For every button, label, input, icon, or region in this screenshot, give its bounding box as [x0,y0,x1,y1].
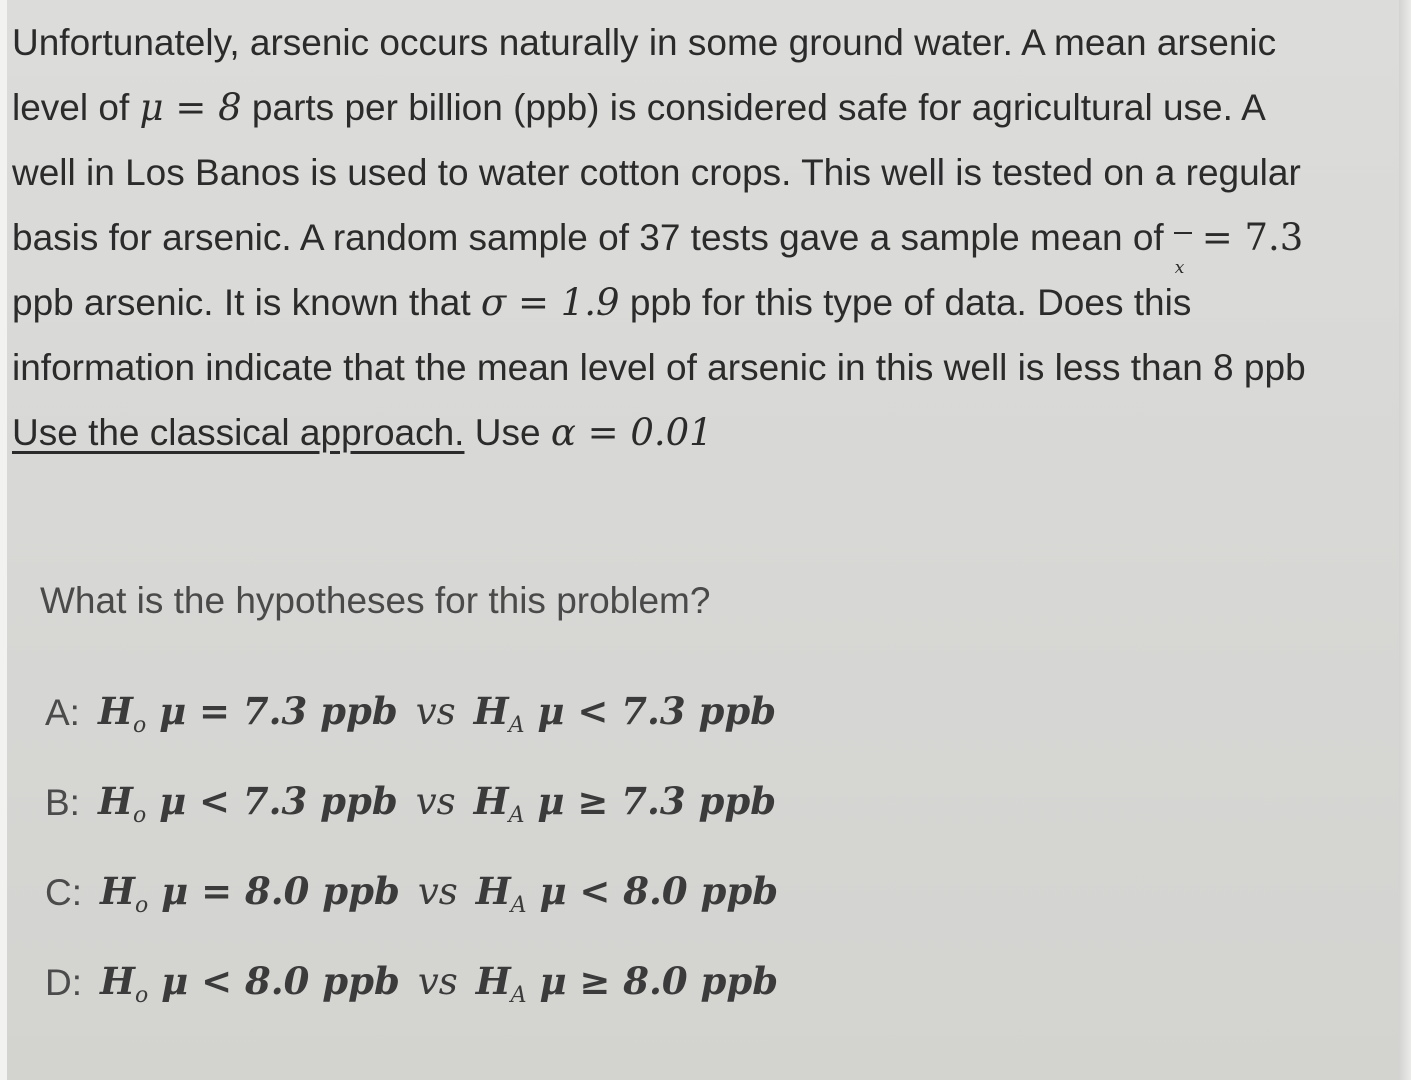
xbar-letter: x [1174,258,1185,278]
option-a[interactable] [45,668,778,758]
alt-hypothesis-symbol: H [475,868,511,913]
alt-hypothesis-symbol: H [475,958,511,1003]
alpha-value: α = 0.01 [550,411,713,454]
alt-subscript: A [508,802,525,828]
alt-hypothesis: μ ≥ 8.0 ppb [526,958,779,1003]
null-hypothesis-symbol: H [100,868,135,913]
option-b[interactable] [45,758,778,848]
question-line-1: Unfortunately, arsenic occurs naturally in some ground water. A mean arsenic [12,22,1277,63]
alt-subscript: A [510,982,527,1008]
hypotheses-prompt: What is the hypotheses for this problem? [40,580,711,621]
question-line-3: well in Los Banos is used to water cotton crops. This well is tested on a regular [12,152,1301,193]
null-hypothesis: μ = 8.0 ppb [148,868,400,913]
left-edge [0,0,7,1080]
option-label: A: [45,692,80,733]
null-hypothesis-symbol: H [97,778,133,823]
vs-text: vs [415,779,456,823]
null-hypothesis-symbol: H [100,958,135,1003]
option-label: B: [45,782,80,823]
option-expression [100,959,778,1008]
null-hypothesis: μ < 8.0 ppb [148,958,400,1003]
alt-hypothesis-symbol: H [473,688,509,733]
option-label: C: [45,872,82,913]
answer-options [45,668,778,1028]
option-c[interactable] [45,848,778,938]
option-expression [100,869,778,918]
xbar-symbol [1172,224,1194,278]
question-line-2 [12,75,1411,140]
vs-text: vs [415,689,456,733]
mu-value: μ = 8 [139,86,242,129]
alt-hypothesis: μ < 7.3 ppb [524,688,777,733]
null-subscript: o [134,892,149,918]
question-line-4 [12,205,1411,278]
question-line-5-rest: ppb for this type of data. Does this [619,282,1192,323]
alt-hypothesis: μ ≥ 7.3 ppb [524,778,777,823]
option-expression [98,779,776,828]
vs-text: vs [417,869,458,913]
classical-approach-link[interactable]: Use the classical approach. [12,412,465,453]
null-subscript: o [132,712,147,738]
alt-subscript: A [510,892,527,918]
null-subscript: o [134,982,149,1008]
option-d[interactable] [45,938,778,1028]
null-subscript: o [132,802,147,828]
question-line-5-text: ppb arsenic. It is known that [12,282,481,323]
sigma-value: σ = 1.9 [480,281,620,324]
alt-hypothesis: μ < 8.0 ppb [526,868,779,913]
question-line-5 [12,270,1411,335]
question-line-2-rest: parts per billion (ppb) is considered safe for agricultural use. A [241,87,1266,128]
sample-mean-value: = 7.3 [1201,216,1304,259]
option-expression [98,689,776,738]
question-line-2-text: level of [12,87,140,128]
null-hypothesis: μ = 7.3 ppb [146,688,398,733]
question-line-7 [12,400,1411,465]
null-hypothesis: μ < 7.3 ppb [146,778,398,823]
vs-text: vs [417,959,458,1003]
alt-subscript: A [508,712,525,738]
option-label: D: [45,962,82,1003]
question-line-4-text: basis for arsenic. A random sample of 37 tests gave a sample mean of [12,217,1164,258]
alt-hypothesis-symbol: H [473,778,509,823]
question-line-7-text: Use [464,412,551,453]
null-hypothesis-symbol: H [97,688,133,733]
question-line-6: information indicate that the mean level of arsenic in this well is less than 8 ppb [12,347,1306,388]
question-text [12,10,1411,465]
